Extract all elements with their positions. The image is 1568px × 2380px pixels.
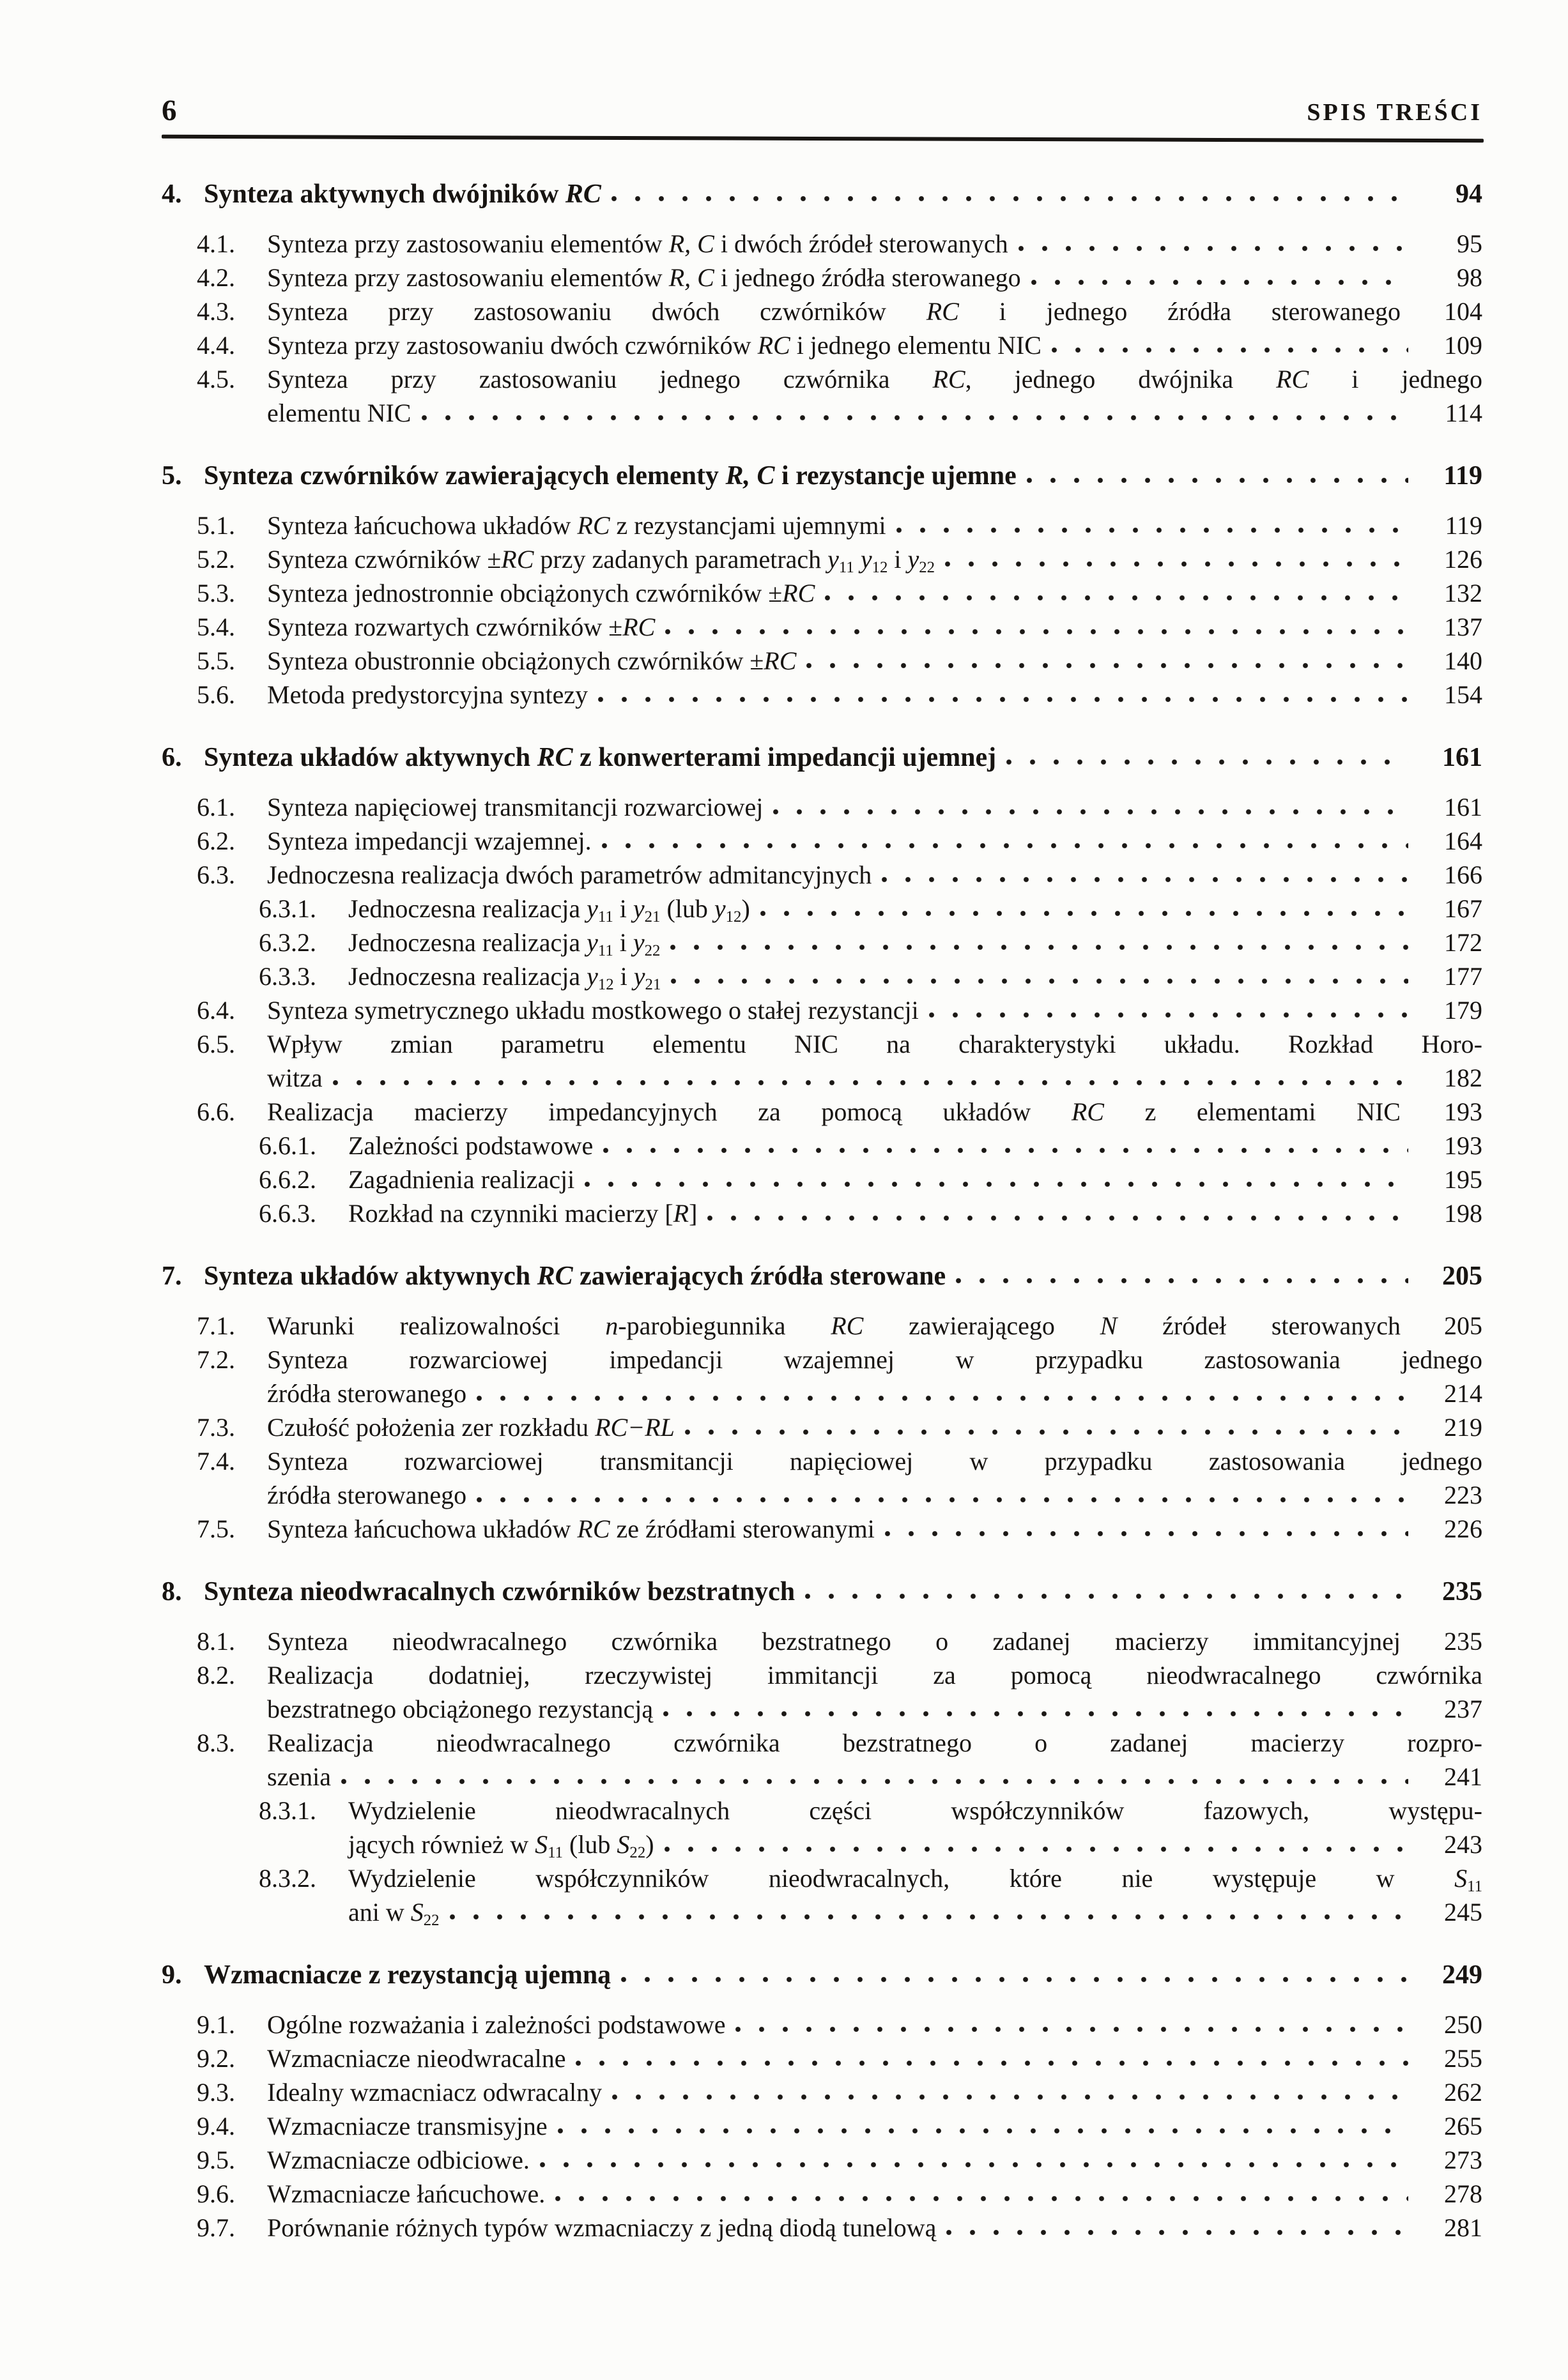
entry-number: 5.1. [197, 511, 235, 540]
page-number: 281 [1444, 2213, 1482, 2242]
dot-leader [806, 662, 1408, 669]
page-number: 223 [1444, 1481, 1482, 1509]
entry-number: 4.3. [197, 297, 235, 326]
dot-leader [341, 1778, 1408, 1785]
page-number: 94 [1456, 179, 1482, 209]
toc-entry-8.2 [162, 1692, 1482, 1726]
toc-entry-8.1 [162, 1624, 1482, 1658]
page-number: 132 [1444, 579, 1482, 607]
toc-entry-9.3 [162, 2075, 1482, 2109]
dot-leader [1051, 346, 1408, 354]
toc-entry-8.3.1 [162, 1794, 1482, 1827]
dot-leader [332, 1079, 1408, 1087]
scanned-book-page [0, 93, 1568, 2380]
entry-title: Synteza przy zastosowaniu jednego czwórnika RC, jednego dwójnika RC i jednego [267, 365, 1483, 393]
dot-leader [670, 977, 1408, 985]
toc-entry-9.1 [162, 2008, 1482, 2041]
toc-entry-9.2 [162, 2041, 1482, 2075]
dot-leader [476, 1394, 1408, 1402]
header-rule [162, 135, 1484, 142]
toc-entry-6.5 [162, 1027, 1482, 1061]
entry-title: witza [267, 1064, 323, 1092]
toc-entry-6.3.2 [162, 926, 1482, 959]
page-number: 177 [1444, 962, 1482, 991]
page-number: 164 [1444, 827, 1482, 855]
entry-title: Wzmacniacze z rezystancją ujemną [204, 1960, 611, 1990]
entry-number: 4.4. [197, 331, 235, 360]
dot-leader [955, 1277, 1408, 1285]
entry-number: 5. [162, 461, 182, 491]
dot-leader [557, 2127, 1408, 2135]
entry-title: Synteza aktywnych dwójników RC [204, 179, 601, 209]
toc-entry-5.2 [162, 542, 1482, 576]
toc-entry-6.6.1 [162, 1129, 1482, 1163]
entry-number: 8.2. [197, 1661, 235, 1690]
entry-title: Ogólne rozważania i zależności podstawowe [267, 2010, 726, 2039]
toc-entry-4.2 [162, 261, 1482, 294]
toc-entry-8.3.1 [162, 1827, 1482, 1861]
toc-entry-6.6.2 [162, 1163, 1482, 1196]
entry-title: Jednoczesna realizacja $y_{11}$ i $y_{21}$ (lub $y_{12}$) [348, 894, 750, 926]
entry-number: 9.6. [197, 2179, 235, 2208]
dot-leader [928, 1011, 1408, 1019]
entry-number: 8.3. [197, 1728, 235, 1757]
toc-entry-4.5 [162, 396, 1482, 430]
entry-title: Wzmacniacze odbiciowe. [267, 2146, 530, 2174]
entry-title: źródła sterowanego [267, 1481, 467, 1509]
entry-title: Czułość położenia zer rozkładu RC−RL [267, 1413, 675, 1442]
page-number: 214 [1444, 1379, 1482, 1408]
dot-leader [884, 1530, 1408, 1537]
entry-number: 6.3. [197, 860, 235, 889]
toc-entry-4.1 [162, 227, 1482, 261]
page-number: 273 [1444, 2146, 1482, 2174]
page-number: 265 [1444, 2112, 1482, 2140]
entry-number: 6.6.1. [259, 1131, 316, 1160]
dot-leader [611, 195, 1408, 202]
toc-entry-6.1 [162, 790, 1482, 824]
toc-entry-6.2 [162, 824, 1482, 858]
page-number: 114 [1445, 399, 1482, 427]
page-number: 237 [1444, 1695, 1482, 1723]
entry-title: Jednoczesna realizacja dwóch parametrów admitancyjnych [267, 860, 872, 889]
entry-number: 7. [162, 1262, 182, 1291]
dot-leader [476, 1496, 1408, 1504]
toc-entry-8.2 [162, 1658, 1482, 1692]
dot-leader [946, 2229, 1408, 2236]
page-number: 262 [1444, 2078, 1482, 2107]
toc-entry-4.5 [162, 362, 1482, 396]
toc-entry-7.2 [162, 1377, 1482, 1410]
page-number: 140 [1444, 646, 1482, 675]
dot-leader [881, 876, 1408, 883]
table-of-contents [162, 178, 1482, 2245]
toc-entry-7.4 [162, 1444, 1482, 1478]
entry-number: 6.6.3. [259, 1199, 316, 1228]
entry-title: źródła sterowanego [267, 1379, 467, 1408]
entry-number: 5.3. [197, 579, 235, 607]
page-number: 278 [1444, 2179, 1482, 2208]
toc-entry-6.6 [162, 1095, 1482, 1129]
entry-number: 9.2. [197, 2044, 235, 2073]
entry-number: 7.3. [197, 1413, 235, 1442]
entry-number: 6.5. [197, 1030, 235, 1058]
dot-leader [603, 1147, 1408, 1154]
entry-title: Synteza obustronnie obciążonych czwórników ±RC [267, 646, 797, 675]
page-number: 95 [1457, 229, 1482, 258]
page-number: 119 [1443, 461, 1482, 491]
entry-number: 4. [162, 179, 182, 209]
entry-number: 6. [162, 743, 182, 772]
toc-entry-7.3 [162, 1410, 1482, 1444]
entry-title: Synteza łańcuchowa układów RC ze źródłami sterowanymi [267, 1514, 875, 1543]
entry-number: 5.4. [197, 613, 235, 641]
toc-entry-5.5 [162, 644, 1482, 678]
entry-number: 6.1. [197, 793, 235, 821]
dot-leader [670, 943, 1408, 951]
entry-title: Synteza czwórników zawierających elementy R, C i rezystancje ujemne [204, 461, 1017, 491]
entry-title: Synteza symetrycznego układu mostkowego o stałej rezystancji [267, 996, 919, 1025]
toc-entry-6.3.1 [162, 892, 1482, 926]
toc-entry-5.4 [162, 610, 1482, 644]
dot-leader [620, 1976, 1408, 1983]
toc-chapter-4 [162, 178, 1482, 211]
header-page-number: 6 [162, 94, 177, 127]
entry-title: Wydzielenie współczynników nieodwracalnych, które nie występuje w $S_{11}$ [348, 1864, 1482, 1895]
toc-entry-8.3 [162, 1760, 1482, 1794]
header-title: SPIS TREŚCI [1307, 99, 1482, 126]
dot-leader [665, 628, 1408, 636]
entry-title: Synteza czwórników ±RC przy zadanych parametrach $y_{11}$ $y_{12}$ i $y_{22}$ [267, 545, 935, 576]
dot-leader [735, 2025, 1408, 2033]
entry-title: Synteza nieodwracalnych czwórników bezstratnych [204, 1577, 796, 1606]
toc-entry-7.5 [162, 1512, 1482, 1546]
page-number: 104 [1444, 297, 1482, 326]
page-number: 195 [1444, 1165, 1482, 1194]
entry-title: Synteza przy zastosowaniu dwóch czwórników RC i jednego elementu NIC [267, 331, 1041, 360]
dot-leader [1006, 758, 1408, 766]
entry-number: 8.3.2. [259, 1864, 316, 1893]
entry-number: 9. [162, 1960, 182, 1990]
entry-title: Wzmacniacze łańcuchowe. [267, 2179, 546, 2208]
entry-title: Zagadnienia realizacji [348, 1165, 575, 1194]
entry-title: Metoda predystorcyjna syntezy [267, 680, 588, 709]
toc-entry-4.4 [162, 328, 1482, 362]
entry-number: 6.6. [197, 1097, 235, 1126]
dot-leader [664, 1845, 1408, 1853]
page-number: 219 [1444, 1413, 1482, 1442]
entry-title: Wzmacniacze transmisyjne [267, 2112, 548, 2140]
entry-title: Synteza jednostronnie obciążonych czwórników ±RC [267, 579, 815, 607]
entry-title: Jednoczesna realizacja $y_{11}$ i $y_{22}$ [348, 928, 661, 959]
entry-title: Synteza przy zastosowaniu elementów R, C i jednego źródła sterowanego [267, 263, 1021, 292]
entry-title: Synteza przy zastosowaniu dwóch czwórników RC i jednego źródła sterowanego [267, 297, 1401, 326]
page-number: 167 [1444, 894, 1482, 923]
entry-title: Wpływ zmian parametru elementu NIC na charakterystyki układu. Rozkład Horo- [267, 1030, 1482, 1058]
dot-leader [1031, 278, 1408, 286]
entry-number: 6.3.3. [259, 962, 316, 991]
entry-number: 8. [162, 1577, 182, 1606]
entry-title: Synteza łańcuchowa układów RC z rezystancjami ujemnymi [267, 511, 886, 540]
page-number: 235 [1444, 1627, 1482, 1656]
entry-number: 5.2. [197, 545, 235, 574]
toc-entry-7.2 [162, 1343, 1482, 1377]
toc-entry-6.3.3 [162, 959, 1482, 993]
entry-number: 6.3.1. [259, 894, 316, 923]
toc-entry-6.6.3 [162, 1196, 1482, 1230]
dot-leader [663, 1710, 1408, 1718]
page-number: 119 [1445, 511, 1482, 540]
entry-number: 6.4. [197, 996, 235, 1025]
toc-entry-8.3.2 [162, 1895, 1482, 1929]
entry-title: Synteza rozwarciowej impedancji wzajemnej w przypadku zastosowania jednego [267, 1345, 1482, 1374]
page-number: 172 [1444, 928, 1482, 957]
dot-leader [539, 2161, 1408, 2169]
dot-leader [896, 526, 1408, 534]
entry-number: 4.2. [197, 263, 235, 292]
dot-leader [611, 2093, 1408, 2101]
page-number: 226 [1444, 1514, 1482, 1543]
entry-title: Synteza układów aktywnych RC z konwerterami impedancji ujemnej [204, 743, 997, 772]
dot-leader [1026, 477, 1408, 484]
toc-chapter-8 [162, 1575, 1482, 1609]
entry-title: Synteza przy zastosowaniu elementów R, C i dwóch źródeł sterowanych [267, 229, 1008, 258]
dot-leader [575, 2059, 1408, 2067]
toc-entry-5.1 [162, 508, 1482, 542]
toc-entry-7.1 [162, 1309, 1482, 1343]
entry-number: 4.5. [197, 365, 235, 393]
entry-number: 7.4. [197, 1447, 235, 1476]
entry-number: 6.2. [197, 827, 235, 855]
page-number: 179 [1444, 996, 1482, 1025]
entry-title: Synteza rozwartych czwórników ±RC [267, 613, 656, 641]
page-header [162, 93, 1482, 128]
toc-entry-5.6 [162, 678, 1482, 712]
dot-leader [772, 808, 1408, 816]
entry-number: 6.6.2. [259, 1165, 316, 1194]
toc-entry-6.5 [162, 1061, 1482, 1095]
page-number: 250 [1444, 2010, 1482, 2039]
page-number: 109 [1444, 331, 1482, 360]
toc-chapter-7 [162, 1260, 1482, 1293]
dot-leader [421, 414, 1409, 422]
entry-number: 7.5. [197, 1514, 235, 1543]
dot-leader [584, 1180, 1408, 1188]
dot-leader [555, 2195, 1408, 2202]
entry-number: 5.6. [197, 680, 235, 709]
page-number: 245 [1444, 1898, 1482, 1926]
dot-leader [684, 1428, 1408, 1436]
page-number: 249 [1442, 1960, 1482, 1990]
page-number: 193 [1444, 1131, 1482, 1160]
page-number: 193 [1444, 1097, 1482, 1126]
entry-number: 4.1. [197, 229, 235, 258]
page-number: 166 [1444, 860, 1482, 889]
entry-title: ani w $S_{22}$ [348, 1898, 440, 1929]
dot-leader [1018, 245, 1408, 252]
entry-title: Synteza nieodwracalnego czwórnika bezstratnego o zadanej macierzy immitancyjnej [267, 1627, 1401, 1656]
entry-title: Porównanie różnych typów wzmacniaczy z jedną diodą tunelową [267, 2213, 937, 2242]
page-number: 161 [1442, 743, 1482, 772]
entry-title: szenia [267, 1762, 331, 1791]
dot-leader [601, 842, 1408, 850]
page-number: 98 [1457, 263, 1482, 292]
entry-number: 9.5. [197, 2146, 235, 2174]
entry-title: Rozkład na czynniki macierzy [R] [348, 1199, 698, 1228]
toc-entry-5.3 [162, 576, 1482, 610]
toc-entry-6.4 [162, 993, 1482, 1027]
entry-number: 8.3.1. [259, 1796, 316, 1825]
entry-number: 9.7. [197, 2213, 235, 2242]
entry-title: Synteza rozwarciowej transmitancji napięciowej w przypadku zastosowania jednego [267, 1447, 1482, 1476]
entry-title: bezstratnego obciążonego rezystancją [267, 1695, 654, 1723]
entry-title: Realizacja macierzy impedancyjnych za pomocą układów RC z elementami NIC [267, 1097, 1401, 1126]
page-number: 205 [1442, 1262, 1482, 1291]
entry-number: 7.1. [197, 1311, 235, 1340]
toc-entry-4.3 [162, 294, 1482, 328]
entry-title: Wzmacniacze nieodwracalne [267, 2044, 566, 2073]
toc-entry-9.4 [162, 2109, 1482, 2143]
entry-number: 6.3.2. [259, 928, 316, 957]
dot-leader [944, 560, 1408, 568]
page-number: 255 [1444, 2044, 1482, 2073]
entry-title: Warunki realizowalności n-parobiegunnika RC zawierającego N źródeł sterowanych [267, 1311, 1401, 1340]
dot-leader [824, 594, 1408, 602]
entry-number: 8.1. [197, 1627, 235, 1656]
entry-number: 5.5. [197, 646, 235, 675]
entry-title: Synteza układów aktywnych RC zawierających źródła sterowane [204, 1262, 946, 1291]
entry-title: Realizacja dodatniej, rzeczywistej immitancji za pomocą nieodwracalnego czwórnika [267, 1661, 1482, 1690]
dot-leader [707, 1214, 1408, 1222]
entry-title: Idealny wzmacniacz odwracalny [267, 2078, 603, 2107]
page-number: 137 [1444, 613, 1482, 641]
toc-entry-8.3 [162, 1726, 1482, 1760]
entry-number: 9.3. [197, 2078, 235, 2107]
page-number: 241 [1444, 1762, 1482, 1791]
toc-entry-9.7 [162, 2211, 1482, 2245]
entry-title: Jednoczesna realizacja $y_{12}$ i $y_{21}$ [348, 962, 661, 993]
dot-leader [597, 696, 1408, 703]
toc-chapter-9 [162, 1958, 1482, 1992]
page-number: 243 [1444, 1830, 1482, 1859]
entry-title: Synteza napięciowej transmitancji rozwarciowej [267, 793, 764, 821]
toc-entry-9.5 [162, 2143, 1482, 2177]
entry-title: Synteza impedancji wzajemnej. [267, 827, 592, 855]
entry-title: Realizacja nieodwracalnego czwórnika bezstratnego o zadanej macierzy rozpro- [267, 1728, 1482, 1757]
page-number: 205 [1444, 1311, 1482, 1340]
dot-leader [449, 1913, 1408, 1921]
page-number: 154 [1444, 680, 1482, 709]
page-number: 126 [1444, 545, 1482, 574]
entry-title: Wydzielenie nieodwracalnych części współczynników fazowych, występu- [348, 1796, 1482, 1825]
entry-number: 7.2. [197, 1345, 235, 1374]
page-number: 235 [1442, 1577, 1482, 1606]
page-number: 198 [1444, 1199, 1482, 1228]
entry-title: jących również w $S_{11}$ (lub $S_{22}$) [348, 1830, 654, 1861]
toc-chapter-6 [162, 741, 1482, 775]
toc-entry-9.6 [162, 2177, 1482, 2211]
dot-leader [804, 1592, 1408, 1600]
toc-entry-8.3.2 [162, 1861, 1482, 1895]
entry-title: Zależności podstawowe [348, 1131, 594, 1160]
toc-entry-7.4 [162, 1478, 1482, 1512]
toc-entry-6.3 [162, 858, 1482, 892]
page-number: 182 [1444, 1064, 1482, 1092]
entry-number: 9.1. [197, 2010, 235, 2039]
page-number: 161 [1444, 793, 1482, 821]
entry-number: 9.4. [197, 2112, 235, 2140]
entry-title: elementu NIC [267, 399, 411, 427]
toc-chapter-5 [162, 459, 1482, 493]
dot-leader [760, 910, 1408, 917]
